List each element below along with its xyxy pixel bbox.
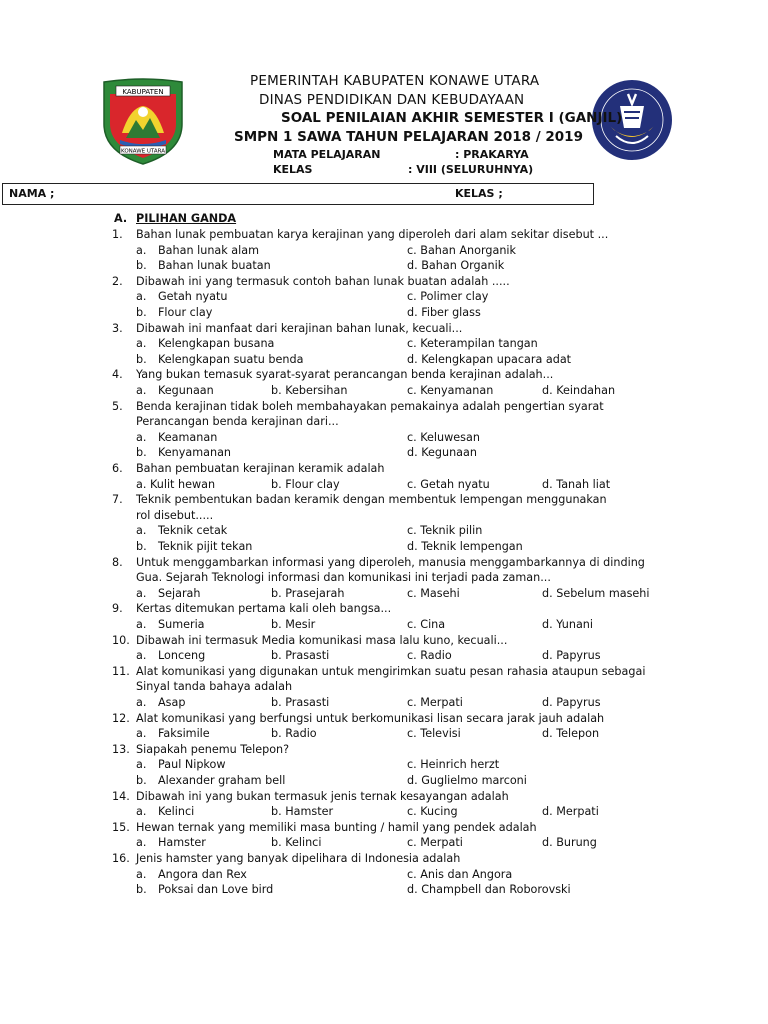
question-number: 1. (112, 228, 123, 241)
answer-option[interactable]: d. Yunani (542, 618, 593, 631)
question-row (0, 601, 768, 617)
answer-option[interactable]: c. Radio (407, 649, 452, 663)
answer-option[interactable]: c. Keluwesan (407, 430, 480, 444)
answer-option[interactable]: d. Kelengkapan upacara adat (407, 352, 572, 366)
option-letter: a. (136, 337, 147, 351)
question-text: Teknik pembentukan badan keramik dengan membentuk lempengan menggunakan (136, 493, 607, 507)
question-row (0, 492, 768, 508)
answer-option[interactable]: c. Kenyamanan (407, 384, 494, 397)
answer-option[interactable]: Kelengkapan suatu benda (158, 352, 304, 366)
question-row (0, 820, 768, 836)
option-row (0, 617, 768, 633)
option-letter: a. (136, 524, 147, 538)
answer-option[interactable]: a. Kulit hewan (136, 477, 216, 491)
option-row (0, 305, 768, 321)
answer-option[interactable]: Angora dan Rex (158, 867, 247, 881)
answer-option[interactable]: c. Anis dan Angora (407, 867, 513, 881)
question-text: Dibawah ini termasuk Media komunikasi masa lalu kuno, kecuali... (136, 633, 508, 647)
answer-option[interactable]: c. Heinrich herzt (407, 758, 500, 772)
question-text: Hewan ternak yang memiliki masa bunting / hamil yang pendek adalah (136, 820, 537, 834)
question-row (0, 555, 768, 571)
question-row (0, 227, 768, 243)
question-text: Siapakah penemu Telepon? (136, 742, 290, 756)
subject-label: MATA PELAJARAN (273, 148, 381, 161)
question-text: Yang bukan temasuk syarat-syarat perancangan benda kerajinan adalah... (136, 368, 554, 382)
answer-option[interactable]: b. Mesir (271, 618, 316, 631)
answer-option[interactable]: Sumeria (158, 618, 205, 631)
question-number: 16. (112, 852, 130, 865)
answer-option[interactable]: d. Keindahan (542, 384, 616, 397)
answer-option[interactable]: c. Televisi (407, 727, 461, 741)
option-letter: a. (136, 384, 147, 397)
option-row (0, 757, 768, 773)
answer-option[interactable]: c. Cina (407, 618, 446, 631)
question-text: Alat komunikasi yang digunakan untuk mengirimkan suatu pesan rahasia ataupun sebagai (136, 664, 646, 678)
option-letter: a. (136, 805, 147, 819)
answer-option[interactable]: b. Prasejarah (271, 586, 345, 600)
question-text: Alat komunikasi yang berfungsi untuk berkomunikasi lisan secara jarak jauh adalah (136, 711, 605, 725)
student-class-field[interactable]: KELAS ; (455, 187, 503, 200)
answer-option[interactable]: c. Polimer clay (407, 290, 489, 304)
question-row (0, 789, 768, 805)
question-row (0, 367, 768, 383)
answer-option[interactable]: d. Teknik lempengan (407, 540, 523, 553)
option-letter: b. (136, 883, 147, 897)
question-number: 5. (112, 399, 123, 413)
option-row (0, 445, 768, 461)
question-row (0, 664, 768, 680)
answer-option[interactable]: Teknik cetak (158, 524, 228, 538)
option-letter: a. (136, 758, 147, 772)
option-letter: a. (136, 649, 147, 663)
answer-option[interactable]: c. Masehi (407, 586, 460, 600)
header-line-1: PEMERINTAH KABUPATEN KONAWE UTARA (250, 73, 540, 89)
option-letter: a. (136, 836, 147, 850)
option-letter: b. (136, 446, 147, 460)
question-text: Benda kerajinan tidak boleh membahayakan pemakainya adalah pengertian syarat (136, 399, 604, 413)
section-title: PILIHAN GANDA (136, 212, 237, 225)
option-row (0, 867, 768, 883)
option-row (0, 383, 768, 399)
question-number: 14. (112, 789, 130, 803)
question-number: 3. (112, 321, 123, 335)
question-row (0, 633, 768, 649)
question-number: 8. (112, 555, 123, 569)
question-number: 15. (112, 820, 130, 834)
header-line-2: DINAS PENDIDIKAN DAN KEBUDAYAAN (259, 92, 525, 108)
answer-option[interactable]: b. Prasasti (271, 696, 330, 709)
option-letter: b. (136, 259, 147, 273)
answer-option[interactable]: d. Merpati (542, 805, 599, 819)
class-label: KELAS (273, 163, 313, 176)
option-letter: a. (136, 290, 147, 304)
answer-option[interactable]: c. Keterampilan tangan (407, 337, 538, 351)
option-row (0, 835, 768, 851)
answer-option[interactable]: Bahan lunak buatan (158, 259, 271, 273)
question-number: 13. (112, 742, 130, 756)
option-letter: b. (136, 306, 147, 319)
option-row (0, 648, 768, 664)
question-row (0, 321, 768, 337)
option-row (0, 477, 768, 493)
question-text: Dibawah ini yang bukan termasuk jenis ternak kesayangan adalah (136, 789, 509, 803)
question-text: Jenis hamster yang banyak dipelihara di Indonesia adalah (136, 852, 461, 865)
answer-option[interactable]: d. Burung (542, 836, 597, 850)
question-number: 7. (112, 493, 123, 507)
option-row (0, 804, 768, 820)
option-row (0, 243, 768, 259)
question-text: Sinyal tanda bahaya adalah (136, 680, 293, 694)
question-row (0, 679, 768, 695)
student-name-field[interactable]: NAMA ; (9, 187, 55, 200)
option-row (0, 882, 768, 898)
header-line-4: SMPN 1 SAWA TAHUN PELAJARAN 2018 / 2019 (234, 129, 583, 145)
option-row (0, 726, 768, 742)
kabupaten-logo (100, 78, 186, 166)
question-row (0, 570, 768, 586)
question-number: 2. (112, 274, 123, 288)
answer-option[interactable]: Getah nyatu (158, 290, 228, 304)
answer-option[interactable]: Keamanan (158, 430, 218, 444)
answer-option[interactable]: d. Tanah liat (542, 477, 611, 491)
question-row (0, 399, 768, 415)
option-row (0, 289, 768, 305)
question-text: Kertas ditemukan pertama kali oleh bangsa... (136, 602, 392, 616)
answer-option[interactable]: Kenyamanan (158, 446, 232, 460)
answer-option[interactable]: Sejarah (158, 586, 201, 600)
option-letter: a. (136, 618, 147, 631)
answer-option[interactable]: Kegunaan (158, 384, 214, 397)
answer-option[interactable]: d. Sebelum masehi (542, 586, 650, 600)
answer-option[interactable]: c. Teknik pilin (407, 524, 483, 538)
class-value: : VIII (SELURUHNYA) (408, 163, 534, 176)
option-row (0, 695, 768, 711)
answer-option[interactable]: d. Kegunaan (407, 446, 477, 460)
option-row (0, 430, 768, 446)
answer-option[interactable]: Lonceng (158, 649, 206, 663)
section-letter: A. (114, 212, 128, 225)
question-number: 10. (112, 633, 130, 647)
student-info-box (2, 183, 594, 205)
answer-option[interactable]: c. Merpati (407, 696, 463, 709)
option-row (0, 539, 768, 555)
answer-option[interactable]: Faksimile (158, 727, 210, 741)
answer-option[interactable]: b. Kebersihan (271, 384, 348, 397)
question-row (0, 508, 768, 524)
logo-text-top: KABUPATEN (122, 88, 164, 96)
option-letter: a. (136, 696, 147, 709)
option-row (0, 352, 768, 368)
answer-option[interactable]: b. Flour clay (271, 477, 340, 491)
option-row (0, 523, 768, 539)
answer-option[interactable]: d. Bahan Organik (407, 259, 505, 273)
section-heading (0, 211, 768, 227)
question-row (0, 461, 768, 477)
option-row (0, 773, 768, 789)
header-line-3: SOAL PENILAIAN AKHIR SEMESTER I (GANJIL) (281, 110, 623, 126)
question-number: 6. (112, 462, 123, 475)
answer-option[interactable]: c. Bahan Anorganik (407, 243, 517, 257)
answer-option[interactable]: b. Radio (271, 727, 317, 741)
question-text: Untuk menggambarkan informasi yang diperoleh, manusia menggambarkannya di dinding (136, 555, 645, 569)
answer-option[interactable]: d. Papyrus (542, 649, 601, 663)
question-row (0, 742, 768, 758)
answer-option[interactable]: Paul Nipkow (158, 758, 226, 772)
question-text: Gua. Sejarah Teknologi informasi dan komunikasi ini terjadi pada zaman... (136, 571, 551, 585)
option-letter: a. (136, 867, 147, 881)
option-letter: b. (136, 540, 147, 553)
question-text: Bahan pembuatan kerajinan keramik adalah (136, 462, 385, 475)
answer-option[interactable]: Hamster (158, 836, 206, 850)
question-text: rol disebut..... (136, 508, 214, 522)
answer-option[interactable]: Asap (158, 696, 186, 709)
question-text: Dibawah ini manfaat dari kerajinan bahan lunak, kecuali... (136, 321, 463, 335)
option-row (0, 258, 768, 274)
option-letter: a. (136, 586, 147, 600)
question-number: 9. (112, 602, 123, 616)
option-letter: b. (136, 774, 147, 787)
question-row (0, 414, 768, 430)
answer-option[interactable]: Teknik pijit tekan (158, 540, 253, 553)
answer-option[interactable]: c. Kucing (407, 805, 458, 819)
question-row (0, 274, 768, 290)
question-number: 12. (112, 711, 130, 725)
question-row (0, 711, 768, 727)
answer-option[interactable]: Poksai dan Love bird (158, 883, 274, 897)
question-text: Bahan lunak pembuatan karya kerajinan yang diperoleh dari alam sekitar disebut ... (136, 228, 609, 241)
answer-option[interactable]: Flour clay (158, 306, 213, 319)
answer-option[interactable]: d. Guglielmo marconi (407, 774, 527, 787)
answer-option[interactable]: Bahan lunak alam (158, 243, 260, 257)
answer-option[interactable]: b. Prasasti (271, 649, 330, 663)
option-row (0, 586, 768, 602)
answer-option[interactable]: d. Champbell dan Roborovski (407, 883, 571, 897)
answer-option[interactable]: d. Telepon (542, 727, 600, 741)
option-row (0, 336, 768, 352)
question-text: Dibawah ini yang termasuk contoh bahan lunak buatan adalah ..... (136, 274, 510, 288)
option-letter: a. (136, 727, 147, 741)
subject-value: : PRAKARYA (455, 148, 529, 161)
option-letter: a. (136, 430, 147, 444)
answer-option[interactable]: c. Merpati (407, 836, 463, 850)
answer-option[interactable]: d. Fiber glass (407, 306, 481, 319)
answer-option[interactable]: Kelengkapan busana (158, 337, 275, 351)
answer-option[interactable]: b. Kelinci (271, 836, 322, 850)
option-letter: b. (136, 352, 147, 366)
question-number: 4. (112, 368, 123, 382)
question-text: Perancangan benda kerajinan dari... (136, 415, 339, 429)
logo-text-bottom: KONAWE UTARA (121, 148, 165, 155)
answer-option[interactable]: b. Hamster (271, 805, 334, 819)
question-number: 11. (112, 664, 130, 678)
option-letter: a. (136, 243, 147, 257)
answer-option[interactable]: c. Getah nyatu (407, 477, 490, 491)
answer-option[interactable]: Kelinci (158, 805, 195, 819)
question-row (0, 851, 768, 867)
answer-option[interactable]: d. Papyrus (542, 696, 601, 709)
answer-option[interactable]: Alexander graham bell (158, 774, 286, 787)
